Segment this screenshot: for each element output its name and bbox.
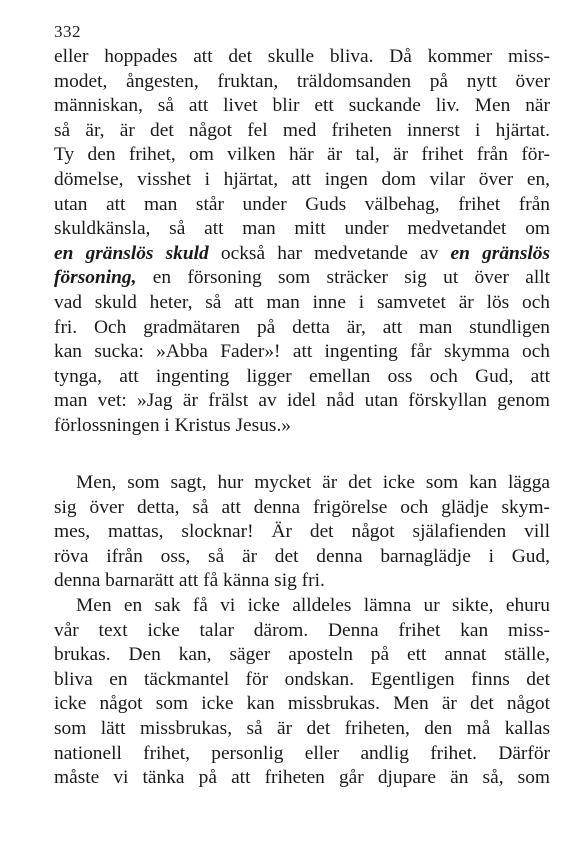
text-line: tynga, att ingenting ligger emellan oss och Gud, att [54,365,550,387]
text-line: skuldkänsla, så att man mitt under medvetandet om [54,218,550,240]
page-number: 332 [54,22,81,41]
emphasis-phrase: en gränslös [450,242,550,264]
paragraph [54,45,550,439]
text-line: människan, så att livet blir ett suckande liv. Men när [54,95,550,117]
text-line: Men en sak få vi icke alldeles lämna ur sikte, ehuru [76,594,550,616]
emphasis-phrase: försoning, [54,267,137,289]
text-line: fri. Och gradmätaren på detta är, att man stundligen [54,316,550,338]
text-line: som lätt missbrukas, så är det friheten, den må kallas [54,717,550,739]
text-line: nationell frihet, personlig eller andlig frihet. Därför [54,742,550,764]
text-line: förlossningen i Kristus Jesus.» [54,414,291,436]
text-line: Men, som sagt, hur mycket är det icke som kan lägga [76,472,550,493]
text-line: denna barnarätt att få känna sig fri. [54,570,325,592]
text-line: sig över detta, så att denna frigörelse och glädje skym- [54,496,550,518]
body-text-top [54,45,550,439]
text-line: bliva en täckmantel för ondskan. Egentligen finns det [54,668,550,690]
text-line [54,266,550,291]
text-line: eller hoppades att det skulle bliva. Då kommer miss- [54,46,550,67]
text-line [54,242,550,267]
text-line: röva ifrån oss, så är det denna barnaglädje i Gud, [54,545,550,567]
emphasis-phrase: en gränslös skuld [54,242,209,264]
text-line: vår text icke talar därom. Denna frihet kan miss- [54,619,550,641]
text-segment: en försoning som sträcker sig ut över allt [136,267,550,289]
text-line: brukas. Den kan, säger aposteln på ett annat ställe, [54,644,550,666]
text-line: modet, ångesten, fruktan, träldomsanden på nytt över [54,70,550,92]
text-segment: också har medvetande av [208,242,451,264]
text-line: dömelse, visshet i hjärtat, att ingen dom vilar över en, [54,168,550,190]
text-line: så är, är det något fel med friheten innerst i hjärtat. [54,119,550,141]
body-text-bottom [54,471,550,791]
text-line: man vet: »Jag är frälst av idel nåd utan förskyllan genom [54,390,550,412]
paragraph [54,471,550,594]
text-line: mes, mattas, slocknar! Är det något själafienden vill [54,521,550,543]
text-line: måste vi tänka på att friheten går djupare än så, som [54,767,550,789]
text-line: vad skuld heter, så att man inne i samvetet är lös och [54,291,550,313]
paragraph [54,594,550,791]
text-line: utan att man står under Guds välbehag, frihet från [54,193,550,215]
text-line: icke något som icke kan missbrukas. Men är det något [54,693,550,715]
text-line: kan sucka: »Abba Fader»! att ingenting får skymma och [54,341,550,363]
text-line: Ty den frihet, om vilken här är tal, är frihet från för- [54,144,550,166]
